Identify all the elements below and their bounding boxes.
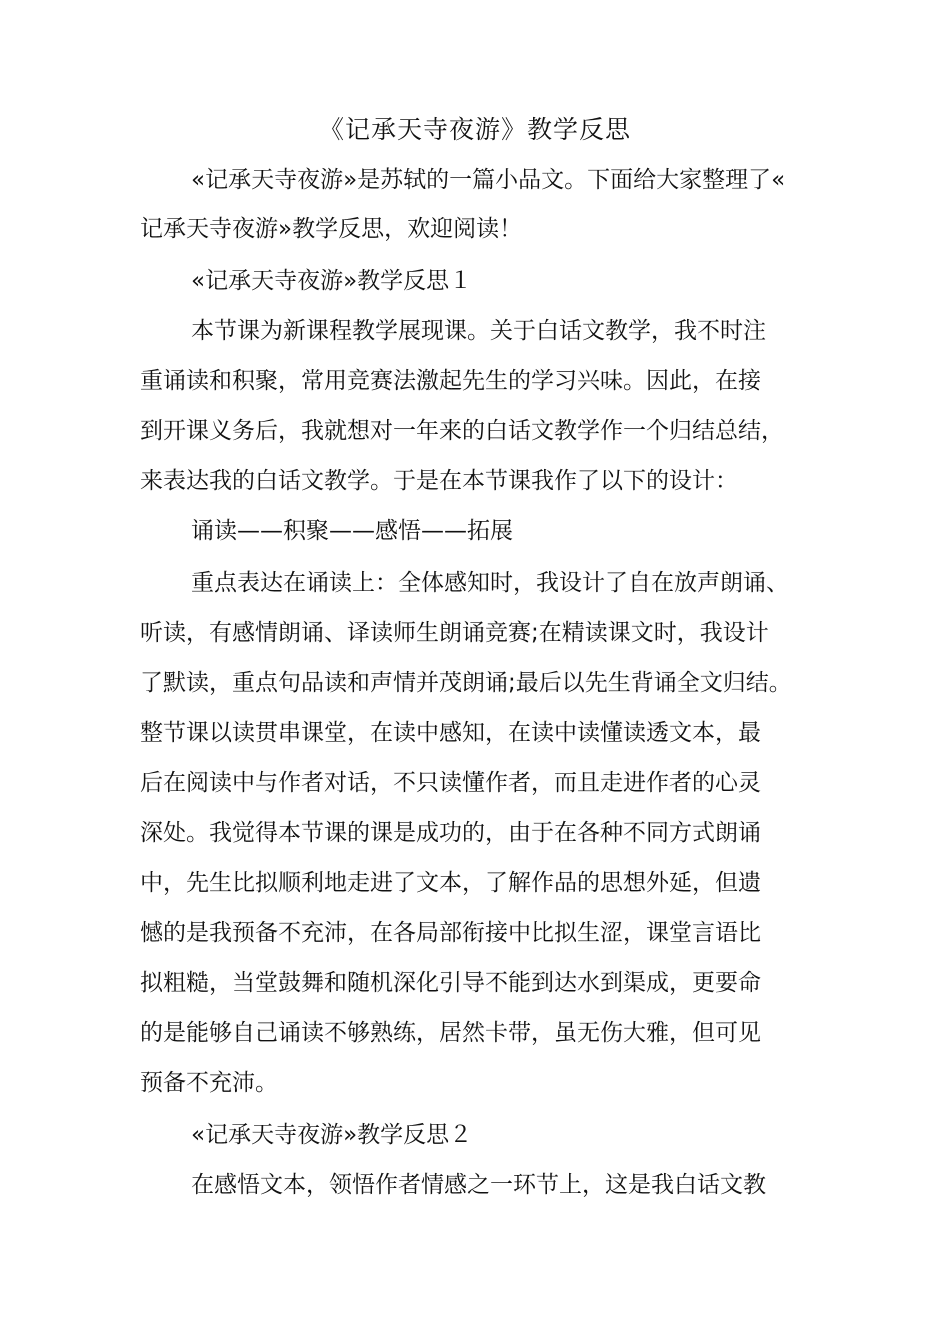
paragraph-line: 预备不充沛。	[140, 1070, 278, 1096]
paragraph-line: 后在阅读中与作者对话，不只读懂作者，而且走进作者的心灵	[140, 770, 761, 796]
paragraph-line: 听读，有感情朗诵、译读师生朗诵竞赛;在精读课文时，我设计	[140, 620, 769, 646]
paragraph-line: 在感悟文本，领悟作者情感之一环节上，这是我白话文教	[191, 1172, 766, 1198]
paragraph-line: 深处。我觉得本节课的课是成功的，由于在各种不同方式朗诵	[140, 820, 761, 846]
paragraph-line: 来表达我的白话文教学。于是在本节课我作了以下的设计：	[140, 468, 738, 494]
paragraph-line: 整节课以读贯串课堂，在读中感知，在读中读懂读透文本，最	[140, 720, 761, 746]
section-heading-1: «记承天寺夜游»教学反思１	[191, 268, 473, 294]
paragraph-line: 中，先生比拟顺利地走进了文本，了解作品的思想外延，但遗	[140, 870, 761, 896]
paragraph-line: 拟粗糙，当堂鼓舞和随机深化引导不能到达水到渠成，更要命	[140, 970, 761, 996]
paragraph-line: 了默读，重点句品读和声情并茂朗诵;最后以先生背诵全文归结。	[140, 670, 792, 696]
paragraph-line: 的是能够自己诵读不够熟练，居然卡带，虽无伤大雅，但可见	[140, 1020, 761, 1046]
document-title: 《记承天寺夜游》教学反思	[318, 115, 631, 144]
paragraph-line: 憾的是我预备不充沛，在各局部衔接中比拟生涩，课堂言语比	[140, 920, 761, 946]
design-sequence: 诵读——积聚——感悟——拓展	[191, 518, 513, 544]
paragraph-line: 重点表达在诵读上：全体感知时，我设计了自在放声朗诵、	[191, 570, 789, 596]
paragraph-line: 重诵读和积聚，常用竞赛法激起先生的学习兴味。因此，在接	[140, 368, 761, 394]
paragraph-line: 到开课义务后，我就想对一年来的白话文教学作一个归结总结，	[140, 418, 784, 444]
section-heading-2: «记承天寺夜游»教学反思２	[191, 1122, 473, 1148]
intro-line-2: 记承天寺夜游»教学反思，欢迎阅读！	[140, 216, 523, 242]
paragraph-line: 本节课为新课程教学展现课。关于白话文教学，我不时注	[191, 318, 766, 344]
intro-line-1: «记承天寺夜游»是苏轼的一篇小品文。下面给大家整理了«	[191, 167, 786, 193]
